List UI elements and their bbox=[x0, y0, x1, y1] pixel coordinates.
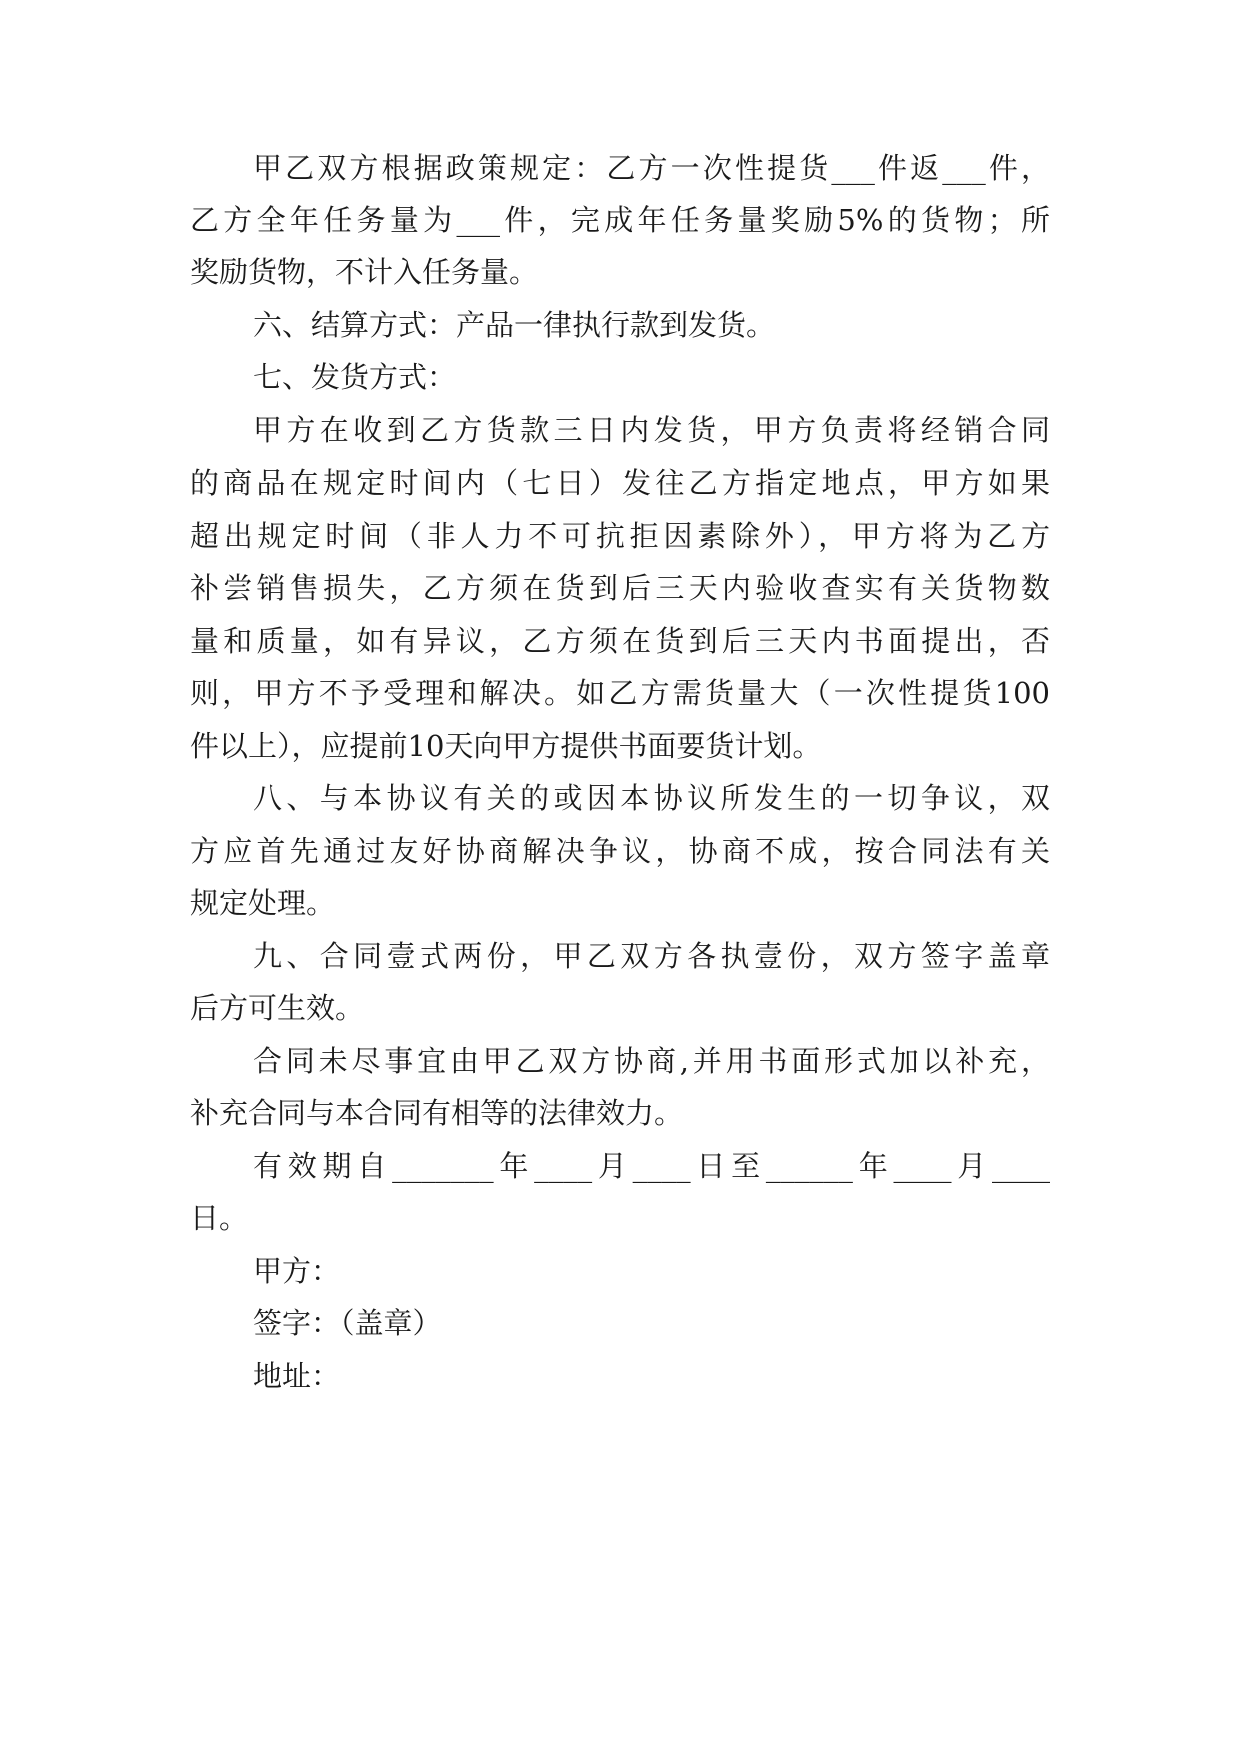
section-heading-9: 九、合同壹式两份，甲乙双方各执壹份，双方签字盖章 bbox=[253, 939, 1050, 973]
text-line: 后方可生效。 bbox=[190, 991, 365, 1025]
text-line: 方应首先通过友好协商解决争议，协商不成，按合同法有关 bbox=[190, 834, 1050, 868]
text-line: 日。 bbox=[190, 1201, 249, 1235]
text-line: 奖励货物，不计入任务量。 bbox=[190, 255, 539, 289]
validity-period-line: 有效期自_______年____月____日至______年____月____ bbox=[253, 1149, 1050, 1183]
section-heading-8: 八、与本协议有关的或因本协议所发生的一切争议，双 bbox=[253, 781, 1050, 815]
section-heading-6: 六、结算方式：产品一律执行款到发货。 bbox=[253, 308, 776, 342]
section-heading-7: 七、发货方式： bbox=[253, 360, 457, 394]
text-line: 合同未尽事宜由甲乙双方协商,并用书面形式加以补充， bbox=[253, 1044, 1050, 1078]
text-line: 件以上），应提前10天向甲方提供书面要货计划。 bbox=[190, 729, 822, 763]
text-line: 乙方全年任务量为___件，完成年任务量奖励5%的货物；所 bbox=[190, 203, 1050, 237]
text-line: 补尝销售损失，乙方须在货到后三天内验收查实有关货物数 bbox=[190, 571, 1050, 605]
text-line: 的商品在规定时间内（七日）发往乙方指定地点，甲方如果 bbox=[190, 466, 1050, 500]
signature-label: 签字：（盖章） bbox=[253, 1306, 442, 1340]
text-line: 超出规定时间（非人力不可抗拒因素除外），甲方将为乙方 bbox=[190, 519, 1050, 553]
text-line: 甲方在收到乙方货款三日内发货，甲方负责将经销合同 bbox=[253, 413, 1050, 447]
text-line: 量和质量，如有异议，乙方须在货到后三天内书面提出，否 bbox=[190, 624, 1050, 658]
address-label: 地址： bbox=[253, 1359, 341, 1393]
text-line: 甲乙双方根据政策规定：乙方一次性提货___件返___件， bbox=[253, 151, 1050, 185]
party-a-label: 甲方： bbox=[253, 1254, 341, 1288]
text-line: 规定处理。 bbox=[190, 886, 336, 920]
text-line: 则，甲方不予受理和解决。如乙方需货量大（一次性提货100 bbox=[190, 676, 1050, 710]
text-line: 补充合同与本合同有相等的法律效力。 bbox=[190, 1096, 684, 1130]
